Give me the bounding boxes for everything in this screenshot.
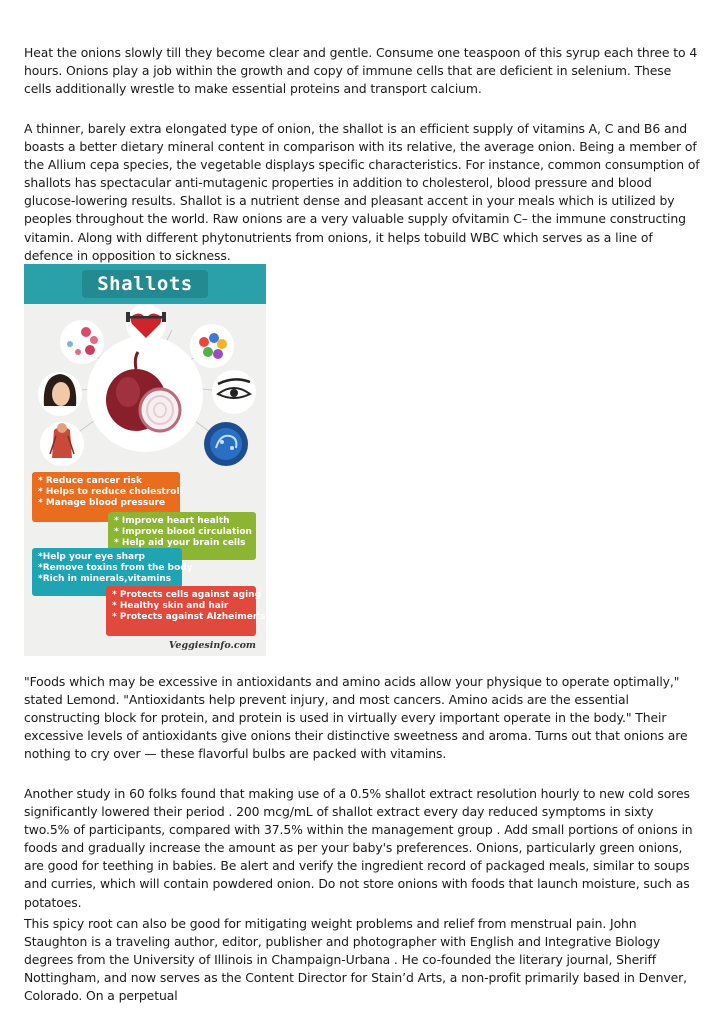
paragraph-1: Heat the onions slowly till they become clear and gentle. Consume one teaspoon of this syrup each three to 4 hours. Onions play a job within the growth and copy of immune cells that are deficient in selenium. These cells additionally wrestle to make essential proteins and transport calcium. <box>24 45 698 97</box>
benefit-item: * Improve blood circulation <box>114 527 252 537</box>
anatomy-icon <box>40 422 84 466</box>
benefit-item: * Healthy skin and hair <box>112 601 229 611</box>
benefit-item: * Reduce cancer risk <box>38 476 142 486</box>
cells-icon <box>60 320 104 364</box>
benefit-item: * Protects cells against aging <box>112 590 262 600</box>
vitamins-icon <box>190 324 234 368</box>
benefits-box-red <box>106 586 266 636</box>
woman-face-icon <box>38 372 82 416</box>
benefit-item: *Remove toxins from the body <box>38 563 193 573</box>
benefit-item: * Improve heart health <box>114 516 230 526</box>
infographic-title: Shallots <box>97 273 193 295</box>
eye-icon <box>212 370 256 414</box>
benefit-item: * Manage blood pressure <box>38 498 166 508</box>
paragraph-5: This spicy root can also be good for mitigating weight problems and relief from menstrual pain. John Staughton is a traveling author, editor, publisher and photographer with English and Integrative Biology degrees from the University of Illinois in Champaign-Urbana . He co-founded the literary journal, Sheriff Nottingham, and now serves as the Content Director for Stain’d Arts, a non-profit primarily based in Denver, Colorado. On a perpetual <box>24 916 687 1004</box>
shallots-infographic <box>24 264 266 656</box>
benefit-item: *Rich in minerals,vitamins <box>38 574 172 584</box>
brain-icon <box>204 422 248 466</box>
infographic-title-wrap <box>24 264 266 304</box>
benefit-item: * Protects against Alzheimer's <box>112 612 266 622</box>
benefit-item: *Help your eye sharp <box>38 552 145 562</box>
paragraph-4: Another study in 60 folks found that making use of a 0.5% shallot extract resolution hourly to new cold sores significantly lowered their period . 200 mcg/mL of shallot extract every day reduced symptoms in sixty two.5% of participants, compared with 37.5% within the management group . Add small portions of onions in foods and gradually increase the amount as per your baby's preferences. Onions, particularly green onions, are good for teething in babies. Be alert and verify the ingredient record of packaged meals, similar to soups and curries, which will contain powdered onion. Do not store onions with foods that launch moisture, such as potatoes. <box>24 786 693 910</box>
benefit-item: * Help aid your brain cells <box>114 538 246 548</box>
paragraph-3: "Foods which may be excessive in antioxidants and amino acids allow your physique to operate optimally," stated Lemond. "Antioxidants help prevent injury, and most cancers. Amino acids are the essential constructing block for protein, and protein is used in virtually every important operate in the body." Their excessive levels of antioxidants give onions their distinctive sweetness and aroma. Turns out that onions are nothing to cry over — these flavorful bulbs are packed with vitamins. <box>24 674 688 762</box>
paragraph-2: A thinner, barely extra elongated type of onion, the shallot is an efficient supply of vitamins A, C and B6 and boasts a better dietary mineral content in comparison with its relative, the average onion. Being a member of the Allium cepa species, the vegetable displays specific characteristics. For instance, common consumption of shallots has spectacular anti-mutagenic properties in addition to cholesterol, blood pressure and blood glucose-lowering results. Shallot is a nutrient dense and pleasant accent in your meals which is utilized by peoples throughout the world. Raw onions are a very valuable supply ofvitamin C– the immune constructing vitamin. Along with different phytonutrients from onions, it helps tobuild WBC which serves as a line of defence in opposition to sickness. <box>24 121 700 263</box>
benefit-item: * Helps to reduce cholestrol <box>38 487 180 497</box>
heart-icon <box>126 304 166 344</box>
infographic-source: Veggiesinfo.com <box>168 640 256 651</box>
